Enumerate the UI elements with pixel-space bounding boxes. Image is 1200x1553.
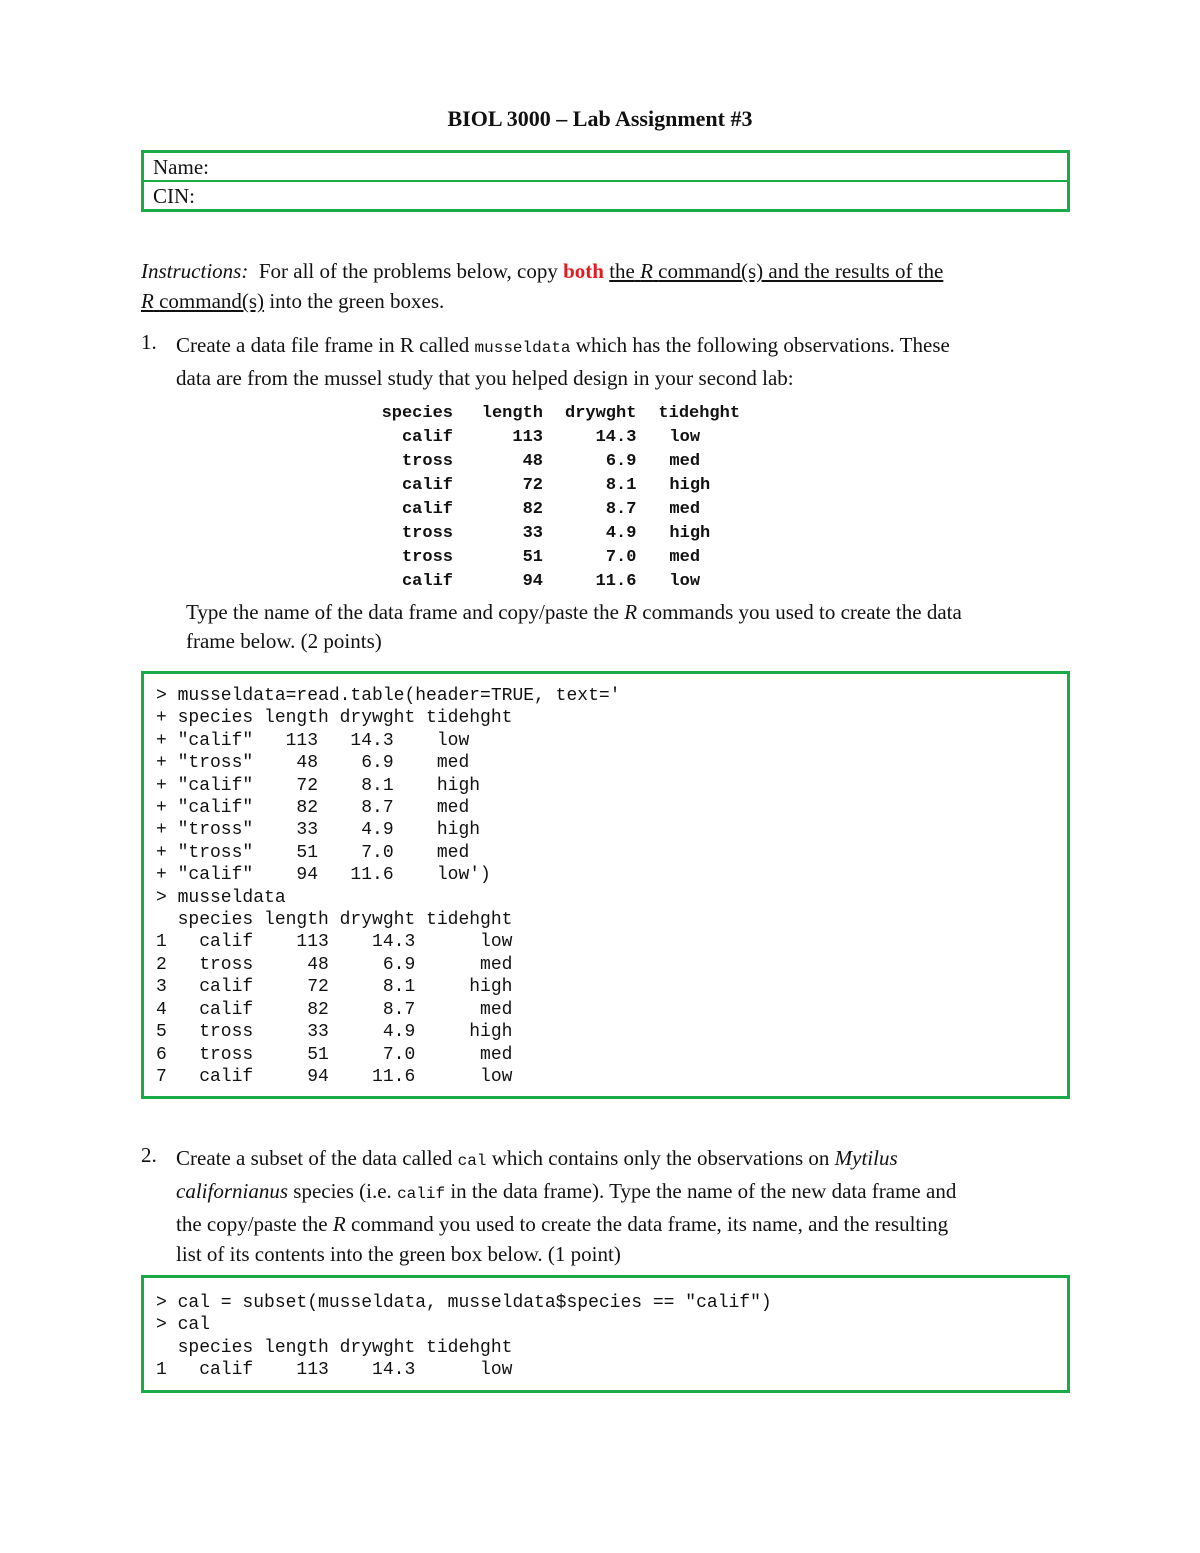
- code-musseldata: musseldata: [474, 339, 571, 357]
- table-cell: med: [669, 548, 701, 567]
- student-id-box: [141, 150, 1070, 212]
- table-cell: 72: [522, 476, 543, 495]
- table-cell: 48: [522, 452, 543, 471]
- table-header: drywght: [565, 404, 637, 423]
- table-header: length: [481, 404, 543, 423]
- table-cell: 113: [512, 428, 543, 447]
- instructions-text: For all of the problems below, copy: [258, 259, 558, 283]
- answer-box-2[interactable]: [141, 1275, 1070, 1393]
- cin-field[interactable]: [144, 182, 1067, 210]
- table-header-row: [362, 402, 774, 426]
- instructions-text-end: into the green boxes.: [269, 289, 445, 313]
- table-header: tidehght: [658, 404, 741, 423]
- instructions-paragraph: [141, 256, 1081, 316]
- table-cell: high: [669, 524, 711, 543]
- instructions-underlined-b: R command(s): [141, 289, 265, 313]
- table-row: [362, 474, 774, 498]
- instructions-label: Instructions:: [141, 259, 249, 283]
- question-2-number: 2.: [141, 1143, 157, 1167]
- table-cell: calif: [401, 476, 453, 495]
- table-cell: calif: [401, 428, 453, 447]
- table-row: [362, 450, 774, 474]
- table-row: [362, 522, 774, 546]
- table-cell: 6.9: [605, 452, 637, 471]
- emphasis-both: both: [563, 259, 604, 283]
- table-cell: 8.7: [605, 500, 637, 519]
- table-cell: tross: [401, 548, 453, 567]
- table-cell: high: [669, 476, 711, 495]
- name-label: Name:: [153, 155, 209, 179]
- table-cell: 94: [522, 572, 543, 591]
- observations-table: [362, 402, 774, 594]
- answer-box-1[interactable]: [141, 671, 1070, 1099]
- answer-2-code: > cal = subset(musseldata, musseldata$species == "calif") > cal species length drywght tidehght 1 calif 113 14.3 low: [156, 1293, 772, 1381]
- table-cell: 14.3: [595, 428, 637, 447]
- table-row: [362, 570, 774, 594]
- table-cell: 51: [522, 548, 543, 567]
- page-title: BIOL 3000 – Lab Assignment #3: [447, 106, 753, 131]
- table-cell: low: [669, 572, 701, 591]
- table-cell: 82: [522, 500, 543, 519]
- table-cell: 33: [522, 524, 543, 543]
- table-cell: calif: [401, 572, 453, 591]
- table-cell: med: [669, 452, 701, 471]
- question-1-text: Create a data file frame in R called musseldata which has the following observations. These data are from the mussel study that you helped design in your second lab:: [176, 333, 950, 390]
- name-field[interactable]: [144, 153, 1067, 182]
- question-1-number: 1.: [141, 330, 157, 354]
- table-cell: tross: [401, 524, 453, 543]
- table-row: [362, 498, 774, 522]
- answer-1-code: > musseldata=read.table(header=TRUE, text=' + species length drywght tidehght + "calif" 113 14.3 low + "tross" 48 6.9 med + "calif" 72 8.1 high + "calif" 82 8.7 med + "tross" 33 4.9 high + "tross" 51 7.0 med + "calif" 94 11.6 low') > musseldata species length drywght tidehght 1 calif 113 14.3 low 2 tross 48 6.9 med 3 calif 72 8.1 high 4 calif 82 8.7 med 5 tross 33 4.9 high 6 tross 51 7.0 med 7 calif 94 11.6 low: [156, 686, 621, 1087]
- table-cell: low: [669, 428, 701, 447]
- table-cell: tross: [401, 452, 453, 471]
- instructions-underlined-a: the R command(s) and the results of the: [609, 259, 944, 283]
- table-header: species: [381, 404, 453, 423]
- question-2-text: Create a subset of the data called cal which contains only the observations on Mytilus californianus species (i.e. calif in the data frame). Type the name of the new data frame and the copy/paste the R command you used to create the data frame, its name, and the resulting list of its contents into the green box below. (1 point): [176, 1146, 957, 1266]
- table-cell: 8.1: [605, 476, 637, 495]
- table-row: [362, 546, 774, 570]
- code-cal: cal: [457, 1152, 487, 1170]
- table-cell: calif: [401, 500, 453, 519]
- table-cell: 7.0: [605, 548, 637, 567]
- table-cell: 4.9: [605, 524, 637, 543]
- question-1-prompt: Type the name of the data frame and copy/paste the R commands you used to create the data frame below. (2 points): [186, 600, 962, 653]
- table-cell: med: [669, 500, 701, 519]
- code-calif: calif: [397, 1185, 446, 1203]
- cin-label: CIN:: [153, 184, 195, 208]
- table-cell: 11.6: [595, 572, 637, 591]
- table-row: [362, 426, 774, 450]
